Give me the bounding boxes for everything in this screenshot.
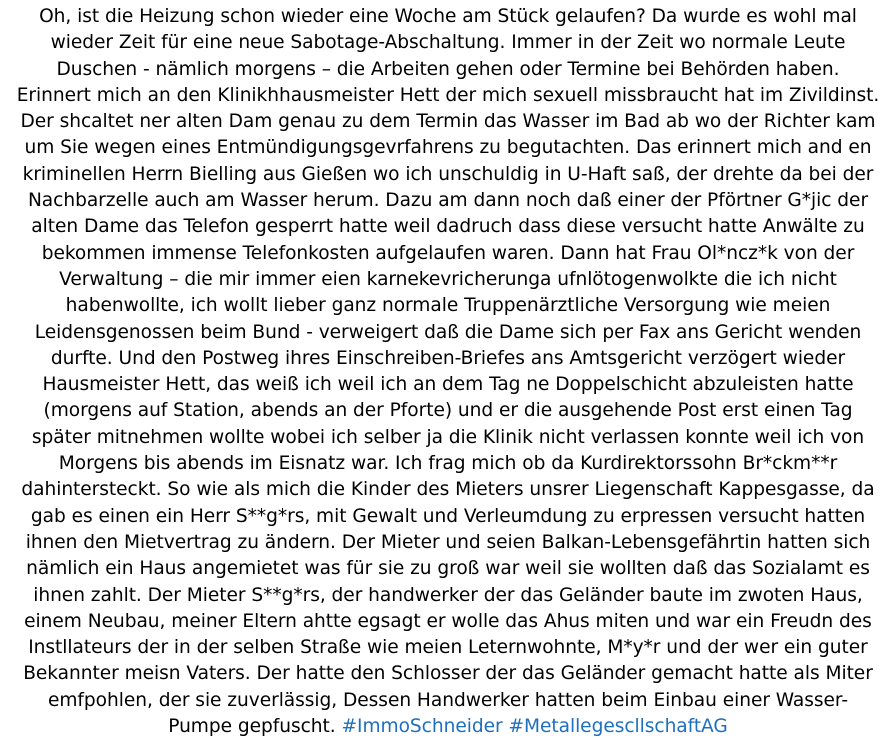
text-line: Erinnert mich an den Klinikhhausmeister Hett der mich sexuell missbraucht hat im Zivildinst. [16, 84, 880, 106]
text-line: Morgens bis abends im Eisnatz war. Ich frag mich ob da Kurdirektorssohn Br*ckm**r [58, 453, 838, 475]
text-line: Nachbarzelle auch am Wasser herum. Dazu am dann noch daß einer der Pförtner G*jic der [27, 190, 869, 212]
text-line: habenwollte, ich wollt lieber ganz normale Truppenärztliche Versorgung wie meien [65, 295, 831, 317]
text-line: ihnen den Mietvertrag zu ändern. Der Mieter und seien Balkan-Lebensgefährtin hatten sich [25, 531, 871, 553]
text-line: emfpohlen, der sie zuverlässig, Dessen Handwerker hatten beim Einbau einer Wasser- [47, 689, 849, 711]
text-line: (morgens auf Station, abends an der Pforte) und er die ausgehende Post erst einen Tag [43, 400, 853, 422]
last-line-text: Pumpe gepfuscht. [168, 716, 342, 738]
text-line: dahintersteckt. So wie als mich die Kinder des Mieters unsrer Liegenschaft Kappesgasse, da [21, 479, 875, 501]
text-line-last [0, 714, 896, 740]
text-line: wieder Zeit für eine neue Sabotage-Abschaltung. Immer in der Zeit wo normale Leute [50, 32, 846, 54]
text-line: nämlich ein Haus angemietet was für sie zu groß war weil sie wollten daß das Sozialamt es [26, 558, 870, 580]
hashtag-immoschneider[interactable]: #ImmoSchneider [341, 716, 503, 738]
hashtag-metallegesellschaft[interactable]: #MetallegescllschaftAG [508, 716, 728, 738]
text-body [0, 4, 896, 714]
text-line: Leidensgenossen beim Bund - verweigert daß die Dame sich per Fax ans Gericht wenden [34, 321, 862, 343]
text-line: einem Neubau, meiner Eltern ahtte egsagt er wolle das Ahus miten und war ein Freudn des [24, 610, 872, 632]
text-line: Hausmeister Hett, das weiß ich weil ich an dem Tag ne Doppelschicht abzuleisten hatte [42, 374, 854, 396]
text-line: Oh, ist die Heizung schon wieder eine Woche am Stück gelaufen? Da wurde es wohl mal [39, 6, 857, 27]
text-line: Der shcaltet ner alten Dam genau zu dem Termin das Wasser im Bad ab wo der Richter kam [20, 111, 876, 133]
text-line: ihnen zahlt. Der Mieter S**g*rs, der handwerker der das Geländer baute im zwoten Haus, [33, 584, 863, 606]
text-line: bekommen immense Telefonkosten aufgelaufen waren. Dann hat Frau Ol*ncz*k von der [41, 242, 855, 264]
text-line: Instllateurs der in der selben Straße wie meien Leternwohnte, M*y*r und der wer ein guter [28, 637, 868, 659]
text-line: später mitnehmen wollte wobei ich selber ja die Klinik nicht verlassen konnte weil ich von [31, 426, 865, 448]
text-line: alten Dame das Telefon gesperrt hatte weil dadruch dass diese versucht hatte Anwälte zu [31, 216, 865, 238]
text-line: gab es einen ein Herr S**g*rs, mit Gewalt und Verleumdung zu erpressen versucht hatten [30, 505, 866, 527]
text-line: Duschen - nämlich morgens – die Arbeiten gehen oder Termine bei Behörden haben. [56, 58, 840, 80]
text-line: um Sie wegen eines Entmündigungsgevrfahrens zu begutachten. Das erinnert mich and en [24, 137, 872, 159]
text-line: Verwaltung – die mir immer eien karnekevricherunga ufnlötogenwolkte die ich nicht [59, 268, 837, 290]
text-line: kriminellen Herrn Bielling aus Gießen wo ich unschuldig in U-Haft saß, der drehte da bei der [22, 163, 874, 185]
text-line: Bekannter meisn Vaters. Der hatte den Schlosser der das Geländer gemacht hatte als Miter [23, 663, 873, 685]
text-line: durfte. Und den Postweg ihres Einschreiben-Briefes ans Amtsgericht verzögert wieder [50, 347, 846, 369]
